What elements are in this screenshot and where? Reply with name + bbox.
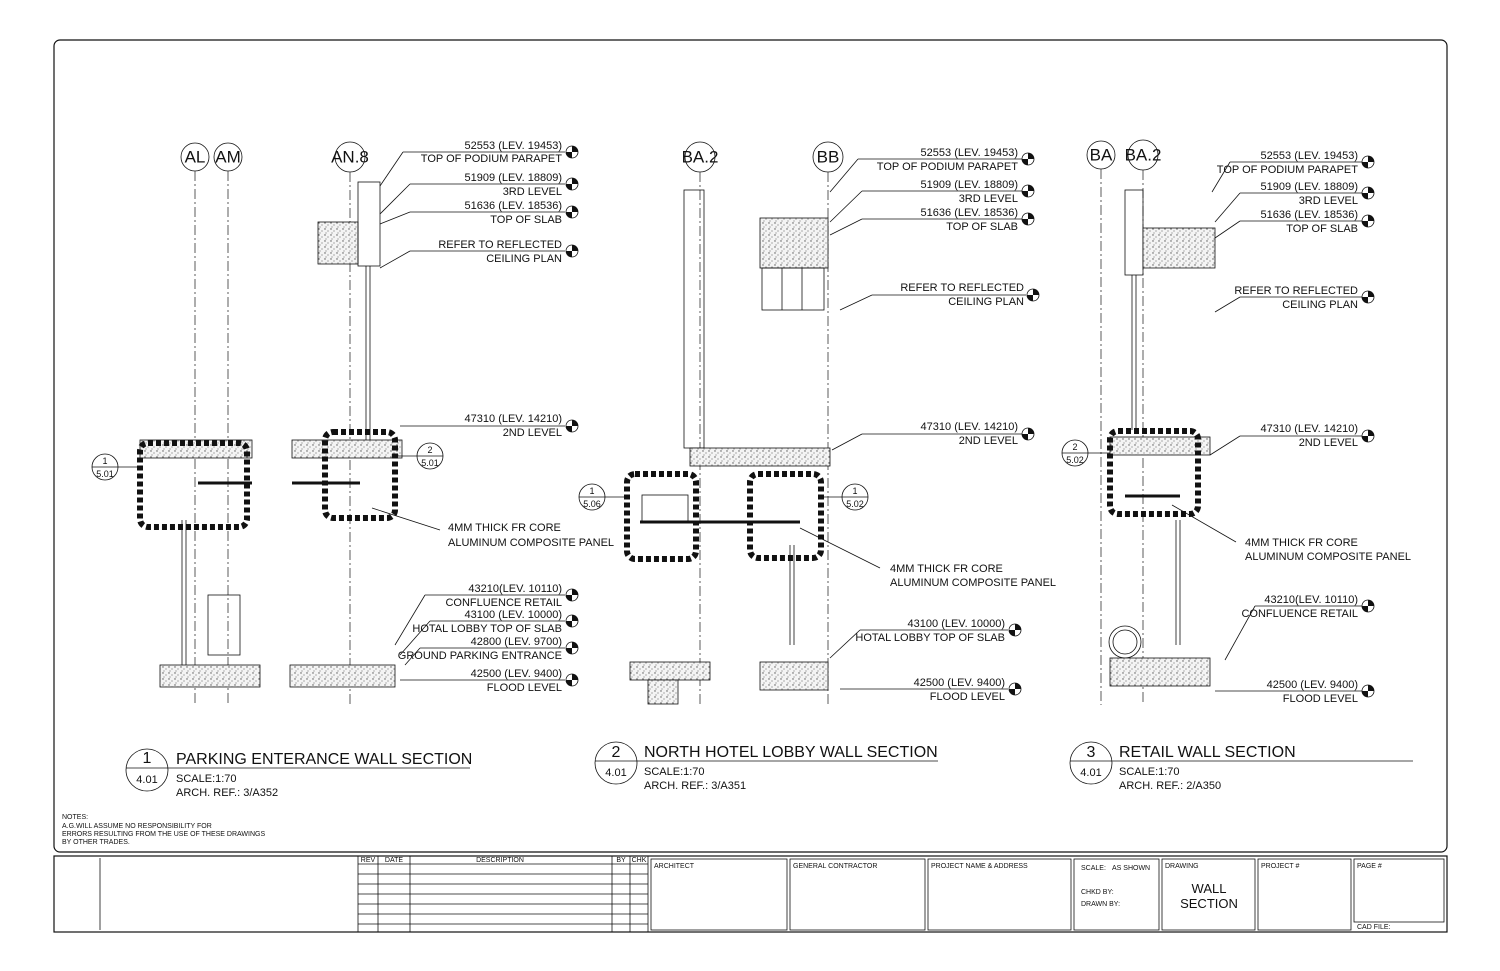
level-marker bbox=[398, 636, 578, 665]
svg-text:3: 3 bbox=[1086, 744, 1096, 761]
svg-text:SCALE:1:70: SCALE:1:70 bbox=[644, 766, 705, 778]
grid-bubble bbox=[813, 142, 843, 172]
svg-text:CHK: CHK bbox=[631, 857, 647, 864]
svg-text:TOP OF PODIUM PARAPET: TOP OF PODIUM PARAPET bbox=[420, 153, 562, 165]
svg-text:4MM THICK FR CORE: 4MM THICK FR CORE bbox=[1245, 537, 1358, 549]
svg-text:BY: BY bbox=[616, 857, 626, 864]
level-marker bbox=[1215, 285, 1374, 312]
svg-text:FLOOD LEVEL: FLOOD LEVEL bbox=[929, 691, 1005, 703]
level-marker bbox=[830, 618, 1021, 658]
svg-text:A.G.WILL ASSUME NO RESPONSIBIL: A.G.WILL ASSUME NO RESPONSIBILITY FOR bbox=[62, 823, 212, 830]
grid-bubble bbox=[682, 142, 719, 172]
svg-text:ALUMINUM COMPOSITE PANEL: ALUMINUM COMPOSITE PANEL bbox=[1245, 551, 1412, 563]
svg-text:RETAIL WALL SECTION: RETAIL WALL SECTION bbox=[1119, 744, 1296, 761]
svg-text:47310 (LEV. 14210): 47310 (LEV. 14210) bbox=[1260, 423, 1358, 435]
svg-text:3RD LEVEL: 3RD LEVEL bbox=[1298, 195, 1358, 207]
svg-text:4MM THICK FR CORE: 4MM THICK FR CORE bbox=[890, 563, 1003, 575]
section-parking-entrance bbox=[92, 140, 614, 799]
svg-text:43100 (LEV. 10000): 43100 (LEV. 10000) bbox=[907, 618, 1005, 630]
svg-text:4MM THICK FR CORE: 4MM THICK FR CORE bbox=[448, 522, 561, 534]
svg-text:5.01: 5.01 bbox=[96, 469, 114, 479]
title-block bbox=[54, 856, 1447, 932]
svg-text:GROUND PARKING ENTRANCE: GROUND PARKING ENTRANCE bbox=[397, 650, 562, 662]
svg-text:42800 (LEV. 9700): 42800 (LEV. 9700) bbox=[470, 636, 562, 648]
svg-text:2ND LEVEL: 2ND LEVEL bbox=[1298, 437, 1358, 449]
level-markers bbox=[1210, 150, 1374, 705]
svg-text:FLOOD LEVEL: FLOOD LEVEL bbox=[486, 682, 562, 694]
svg-text:NOTES:: NOTES: bbox=[62, 814, 89, 821]
architect-label: ARCHITECT bbox=[654, 863, 695, 870]
svg-text:CEILING PLAN: CEILING PLAN bbox=[1282, 299, 1358, 311]
level-marker bbox=[400, 413, 578, 439]
svg-text:5.01: 5.01 bbox=[421, 458, 439, 468]
svg-text:DATE: DATE bbox=[384, 857, 404, 864]
svg-text:5.06: 5.06 bbox=[583, 499, 601, 509]
svg-text:TOP OF PODIUM PARAPET: TOP OF PODIUM PARAPET bbox=[876, 161, 1018, 173]
svg-text:ERRORS RESULTING FROM THE USE: ERRORS RESULTING FROM THE USE OF THESE DRAWINGS bbox=[62, 831, 266, 838]
svg-text:52553 (LEV. 19453): 52553 (LEV. 19453) bbox=[1260, 150, 1358, 162]
general-notes bbox=[62, 814, 265, 846]
svg-text:2ND LEVEL: 2ND LEVEL bbox=[958, 435, 1018, 447]
svg-text:TOP OF SLAB: TOP OF SLAB bbox=[490, 214, 562, 226]
cad-file-label: CAD FILE: bbox=[1357, 924, 1391, 931]
svg-text:BB: BB bbox=[816, 147, 840, 167]
svg-text:2: 2 bbox=[611, 744, 621, 761]
svg-text:2ND LEVEL: 2ND LEVEL bbox=[502, 427, 562, 439]
section-north-hotel-lobby bbox=[579, 142, 1056, 792]
detail-reference-marker bbox=[92, 454, 140, 480]
section-title-block bbox=[126, 749, 472, 799]
svg-text:51636 (LEV. 18536): 51636 (LEV. 18536) bbox=[1260, 209, 1358, 221]
section-retail bbox=[1062, 140, 1413, 792]
level-markers bbox=[380, 140, 578, 694]
page-number-label: PAGE # bbox=[1357, 863, 1382, 870]
project-name-label: PROJECT NAME & ADDRESS bbox=[931, 863, 1028, 870]
svg-text:SCALE:1:70: SCALE:1:70 bbox=[176, 773, 237, 785]
level-marker bbox=[1215, 679, 1374, 705]
svg-text:BY OTHER TRADES.: BY OTHER TRADES. bbox=[62, 839, 130, 846]
scale-label: SCALE: bbox=[1081, 865, 1106, 872]
svg-text:BA.2: BA.2 bbox=[1124, 145, 1162, 165]
grid-bubble bbox=[331, 142, 369, 172]
svg-text:3RD LEVEL: 3RD LEVEL bbox=[502, 186, 562, 198]
svg-text:51909 (LEV. 18809): 51909 (LEV. 18809) bbox=[920, 179, 1018, 191]
drawing-title-line-2: SECTION bbox=[1180, 896, 1238, 911]
svg-text:42500 (LEV. 9400): 42500 (LEV. 9400) bbox=[913, 677, 1005, 689]
level-marker bbox=[1210, 423, 1374, 455]
svg-text:AN.8: AN.8 bbox=[331, 147, 369, 167]
svg-text:ARCH. REF.: 3/A352: ARCH. REF.: 3/A352 bbox=[176, 787, 279, 799]
svg-text:BA: BA bbox=[1089, 145, 1113, 165]
drawing-label: DRAWING bbox=[1165, 863, 1199, 870]
svg-text:52553 (LEV. 19453): 52553 (LEV. 19453) bbox=[920, 147, 1018, 159]
svg-text:NORTH HOTEL LOBBY WALL SECTION: NORTH HOTEL LOBBY WALL SECTION bbox=[644, 744, 938, 761]
svg-text:FLOOD LEVEL: FLOOD LEVEL bbox=[1282, 693, 1358, 705]
grid-bubble bbox=[181, 143, 209, 171]
svg-text:5.02: 5.02 bbox=[1066, 455, 1084, 465]
panel-note bbox=[372, 508, 614, 549]
svg-text:1: 1 bbox=[852, 486, 858, 496]
project-number-label: PROJECT # bbox=[1261, 863, 1300, 870]
detail-reference-marker bbox=[1062, 440, 1110, 466]
svg-text:47310 (LEV. 14210): 47310 (LEV. 14210) bbox=[464, 413, 562, 425]
svg-text:51636 (LEV. 18536): 51636 (LEV. 18536) bbox=[464, 200, 562, 212]
svg-text:2: 2 bbox=[1072, 442, 1078, 452]
svg-text:ARCH. REF.: 2/A350: ARCH. REF.: 2/A350 bbox=[1119, 780, 1222, 792]
detail-callout-box bbox=[750, 474, 821, 558]
svg-text:5.02: 5.02 bbox=[846, 499, 864, 509]
svg-text:TOP OF SLAB: TOP OF SLAB bbox=[1286, 223, 1358, 235]
svg-text:3RD LEVEL: 3RD LEVEL bbox=[958, 193, 1018, 205]
grid-bubble bbox=[1125, 140, 1162, 170]
svg-text:CEILING PLAN: CEILING PLAN bbox=[486, 253, 562, 265]
grid-bubble bbox=[1087, 141, 1115, 169]
level-markers bbox=[830, 147, 1039, 703]
svg-text:BA.2: BA.2 bbox=[681, 147, 719, 167]
level-marker bbox=[400, 668, 578, 694]
svg-text:HOTAL LOBBY TOP OF SLAB: HOTAL LOBBY TOP OF SLAB bbox=[855, 632, 1005, 644]
svg-text:42500 (LEV. 9400): 42500 (LEV. 9400) bbox=[470, 668, 562, 680]
svg-text:42500 (LEV. 9400): 42500 (LEV. 9400) bbox=[1266, 679, 1358, 691]
svg-text:ARCH. REF.: 3/A351: ARCH. REF.: 3/A351 bbox=[644, 780, 747, 792]
svg-text:1: 1 bbox=[142, 750, 152, 767]
svg-text:CEILING PLAN: CEILING PLAN bbox=[948, 296, 1024, 308]
svg-text:4.01: 4.01 bbox=[605, 767, 627, 779]
svg-text:REFER TO REFLECTED: REFER TO REFLECTED bbox=[438, 239, 562, 251]
detail-callout-box bbox=[627, 474, 696, 559]
svg-text:CONFLUENCE RETAIL: CONFLUENCE RETAIL bbox=[445, 597, 562, 609]
scale-value: AS SHOWN bbox=[1112, 865, 1151, 872]
level-marker bbox=[830, 207, 1034, 235]
level-marker bbox=[832, 421, 1034, 450]
svg-text:AL: AL bbox=[184, 147, 206, 167]
svg-text:REV: REV bbox=[360, 857, 376, 864]
svg-text:CONFLUENCE RETAIL: CONFLUENCE RETAIL bbox=[1241, 608, 1358, 620]
revision-table bbox=[358, 856, 648, 932]
section-title-block bbox=[1070, 742, 1413, 792]
svg-text:DESCRIPTION: DESCRIPTION bbox=[476, 857, 524, 864]
svg-text:PARKING ENTERANCE WALL SECTION: PARKING ENTERANCE WALL SECTION bbox=[176, 751, 473, 768]
svg-text:47310 (LEV. 14210): 47310 (LEV. 14210) bbox=[920, 421, 1018, 433]
svg-text:REFER TO REFLECTED: REFER TO REFLECTED bbox=[900, 282, 1024, 294]
svg-text:51909 (LEV. 18809): 51909 (LEV. 18809) bbox=[1260, 181, 1358, 193]
svg-text:SCALE:1:70: SCALE:1:70 bbox=[1119, 766, 1180, 778]
svg-text:43210(LEV. 10110): 43210(LEV. 10110) bbox=[1264, 594, 1358, 606]
general-contractor-label: GENERAL CONTRACTOR bbox=[793, 863, 878, 870]
svg-text:4.01: 4.01 bbox=[136, 774, 158, 786]
svg-text:REFER TO REFLECTED: REFER TO REFLECTED bbox=[1234, 285, 1358, 297]
svg-text:43100 (LEV. 10000): 43100 (LEV. 10000) bbox=[464, 609, 562, 621]
svg-text:43210(LEV. 10110): 43210(LEV. 10110) bbox=[468, 583, 562, 595]
svg-text:HOTAL LOBBY TOP OF SLAB: HOTAL LOBBY TOP OF SLAB bbox=[412, 623, 562, 635]
level-marker bbox=[840, 677, 1021, 703]
level-marker bbox=[1225, 594, 1374, 660]
level-marker bbox=[380, 239, 578, 268]
section-title-block bbox=[595, 742, 938, 792]
level-marker bbox=[380, 200, 578, 226]
detail-reference-marker bbox=[579, 484, 627, 510]
svg-text:1: 1 bbox=[589, 486, 595, 496]
svg-text:4.01: 4.01 bbox=[1080, 767, 1102, 779]
level-marker bbox=[1215, 209, 1374, 238]
svg-text:ALUMINUM COMPOSITE PANEL: ALUMINUM COMPOSITE PANEL bbox=[890, 577, 1057, 589]
svg-text:51636 (LEV. 18536): 51636 (LEV. 18536) bbox=[920, 207, 1018, 219]
svg-text:TOP OF SLAB: TOP OF SLAB bbox=[946, 221, 1018, 233]
drawn-by-label: DRAWN BY: bbox=[1081, 901, 1121, 908]
panel-note bbox=[1172, 505, 1411, 563]
checked-by-label: CHKD BY: bbox=[1081, 889, 1114, 896]
level-marker bbox=[840, 282, 1039, 310]
grid-bubble bbox=[214, 143, 242, 171]
svg-text:TOP OF PODIUM PARAPET: TOP OF PODIUM PARAPET bbox=[1216, 164, 1358, 176]
drawing-title-line-1: WALL bbox=[1191, 881, 1227, 896]
svg-text:ALUMINUM COMPOSITE PANEL: ALUMINUM COMPOSITE PANEL bbox=[448, 537, 615, 549]
svg-text:1: 1 bbox=[102, 456, 108, 466]
panel-note bbox=[800, 528, 1056, 589]
svg-text:2: 2 bbox=[427, 445, 433, 455]
svg-text:52553 (LEV. 19453): 52553 (LEV. 19453) bbox=[464, 140, 562, 152]
svg-text:AM: AM bbox=[215, 147, 241, 167]
svg-text:51909 (LEV. 18809): 51909 (LEV. 18809) bbox=[464, 172, 562, 184]
